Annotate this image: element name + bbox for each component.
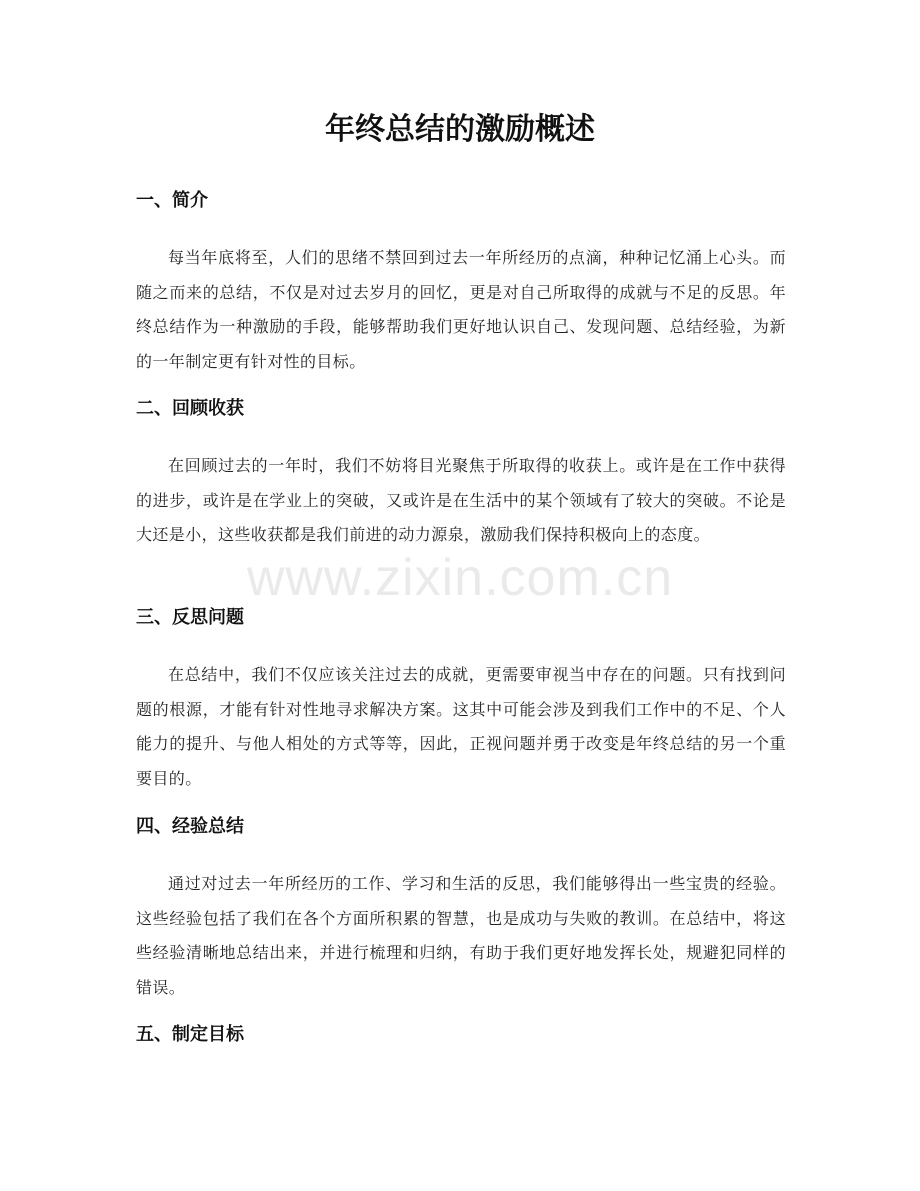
section-set-goals: [136, 1022, 786, 1048]
section-paragraph: 在总结中，我们不仅应该关注过去的成就，更需要审视当中存在的问题。只有找到问题的根源，才能有针对性地寻求解决方案。这其中可能会涉及到我们工作中的不足、个人能力的提升、与他人相处的方式等等，因此，正视问题并勇于改变是年终总结的另一个重要目的。: [136, 665, 786, 789]
section-review-gains: [136, 396, 786, 553]
section-heading: 一、简介: [136, 190, 208, 211]
document-title: 年终总结的激励概述: [325, 112, 595, 147]
watermark-text: www.zixin.com.cn: [246, 549, 674, 607]
section-heading: 二、回顾收获: [136, 398, 244, 419]
section-heading: 三、反思问题: [136, 607, 244, 628]
section-reflect-problems: [136, 605, 786, 797]
section-intro: [136, 188, 786, 380]
section-experience-summary: [136, 814, 786, 1006]
section-heading: 五、制定目标: [136, 1024, 244, 1045]
section-paragraph: 通过对过去一年所经历的工作、学习和生活的反思，我们能够得出一些宝贵的经验。这些经验包括了我们在各个方面所积累的智慧，也是成功与失败的教训。在总结中，将这些经验清晰地总结出来，并进行梳理和归纳，有助于我们更好地发挥长处，规避犯同样的错误。: [136, 874, 786, 998]
section-heading: 四、经验总结: [136, 816, 244, 837]
section-paragraph: 每当年底将至，人们的思绪不禁回到过去一年所经历的点滴，种种记忆涌上心头。而随之而来的总结，不仅是对过去岁月的回忆，更是对自己所取得的成就与不足的反思。年终总结作为一种激励的手段，能够帮助我们更好地认识自己、发现问题、总结经验，为新的一年制定更有针对性的目标。: [136, 248, 786, 372]
section-paragraph: 在回顾过去的一年时，我们不妨将目光聚焦于所取得的收获上。或许是在工作中获得的进步，或许是在学业上的突破，又或许是在生活中的某个领域有了较大的突破。不论是大还是小，这些收获都是我们前进的动力源泉，激励我们保持积极向上的态度。: [136, 456, 786, 545]
